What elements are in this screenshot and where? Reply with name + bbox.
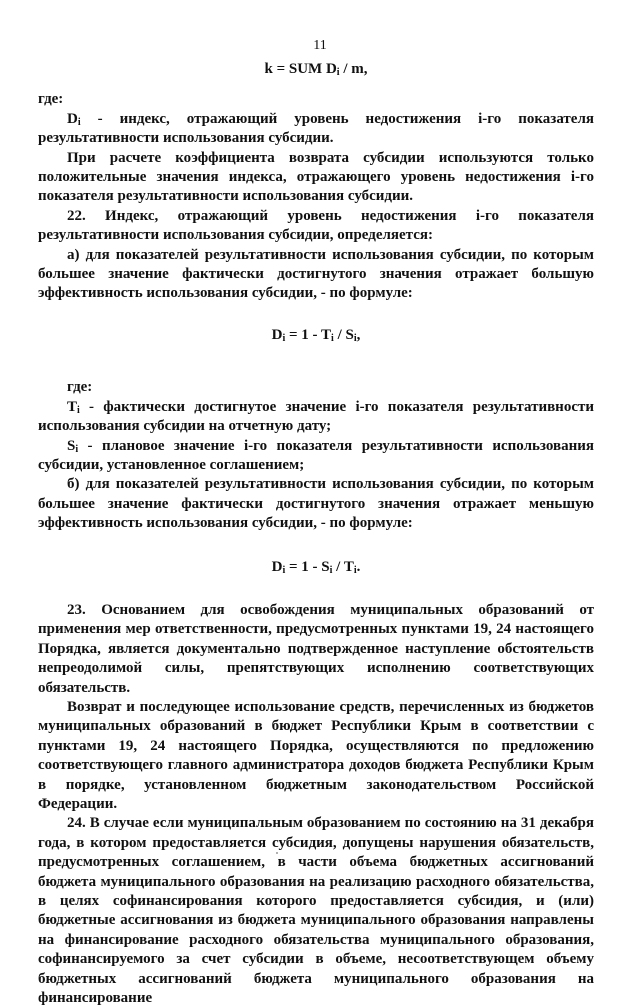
where-label-1: где: xyxy=(38,91,64,108)
paragraph-b: б) для показателей результативности использования субсидии, по которым большее значение фактически достигнутого значения отражает меньшую эффективность использования субсидии, - по формуле: xyxy=(38,476,594,532)
definition-ti: $T_i$ - фактически достигнутое значение i-го показателя результативности использования субсидии на отчетную дату; xyxy=(38,398,594,435)
document-body xyxy=(38,60,594,1008)
scan-speck xyxy=(276,852,278,854)
page-number: 11 xyxy=(313,38,327,53)
paragraph-23: 23. Основанием для освобождения муниципальных образований от применения мер ответственности, предусмотренных пунктами 19, 24 настоящего Порядка, является документально подтвержденное наступление обстоятельств непреодолимой силы, препятствующих исполнению соответствующих обязательств. xyxy=(38,601,594,696)
definition-di: $D_i$ - индекс, отражающий уровень недостижения i-го показателя результативности использования субсидии. xyxy=(38,110,594,147)
paragraph-calculation: При расчете коэффициента возврата субсидии используются только положительные значения индекса, отражающего уровень недостижения i-го показателя результативности использования субсидии. xyxy=(38,149,594,205)
formula-a: $D_i = 1 - T_i / S_i$, xyxy=(271,326,361,344)
paragraph-22: 22. Индекс, отражающий уровень недостижения i-го показателя результативности использования субсидии, определяется: xyxy=(38,207,594,244)
paragraph-24: 24. В случае если муниципальным образованием по состоянию на 31 декабря года, в котором предоставляется субсидия, допущены нарушения обязательств, предусмотренных соглашением, в части объема бюджетных ассигнований бюджета муниципального образования на реализацию расходного обязательства, в целях софинансирования которого предоставляется субсидия, и (или) бюджетные ассигнования из бюджета муниципального образования направлены на финансирование расходного обязательства муниципального образования, софинансируемого за счет субсидии в объеме, несоответствующем объему бюджетных ассигнований бюджета муниципального образования на финансирование xyxy=(38,815,594,1007)
paragraph-a: а) для показателей результативности использования субсидии, по которым большее значение фактически достигнутого значения отражает большую эффективность использования субсидии, - по формуле: xyxy=(38,246,594,302)
formula-b: $D_i = 1 - S_i / T_i$. xyxy=(271,558,361,576)
formula-k: k = SUM $D_i$ / m, xyxy=(264,61,368,78)
where-label-2: где: xyxy=(67,379,93,396)
paragraph-return: Возврат и последующее использование средств, перечисленных из бюджетов муниципальных образований в бюджет Республики Крым в соответствии с пунктами 19, 24 настоящего Порядка, осуществляются по предложению соответствующего главного администратора доходов бюджета Республики Крым в порядке, установленном бюджетным законодательством Российской Федерации. xyxy=(38,698,594,812)
definition-si: $S_i$ - плановое значение i-го показателя результативности использования субсидии, установленное соглашением; xyxy=(38,437,594,473)
